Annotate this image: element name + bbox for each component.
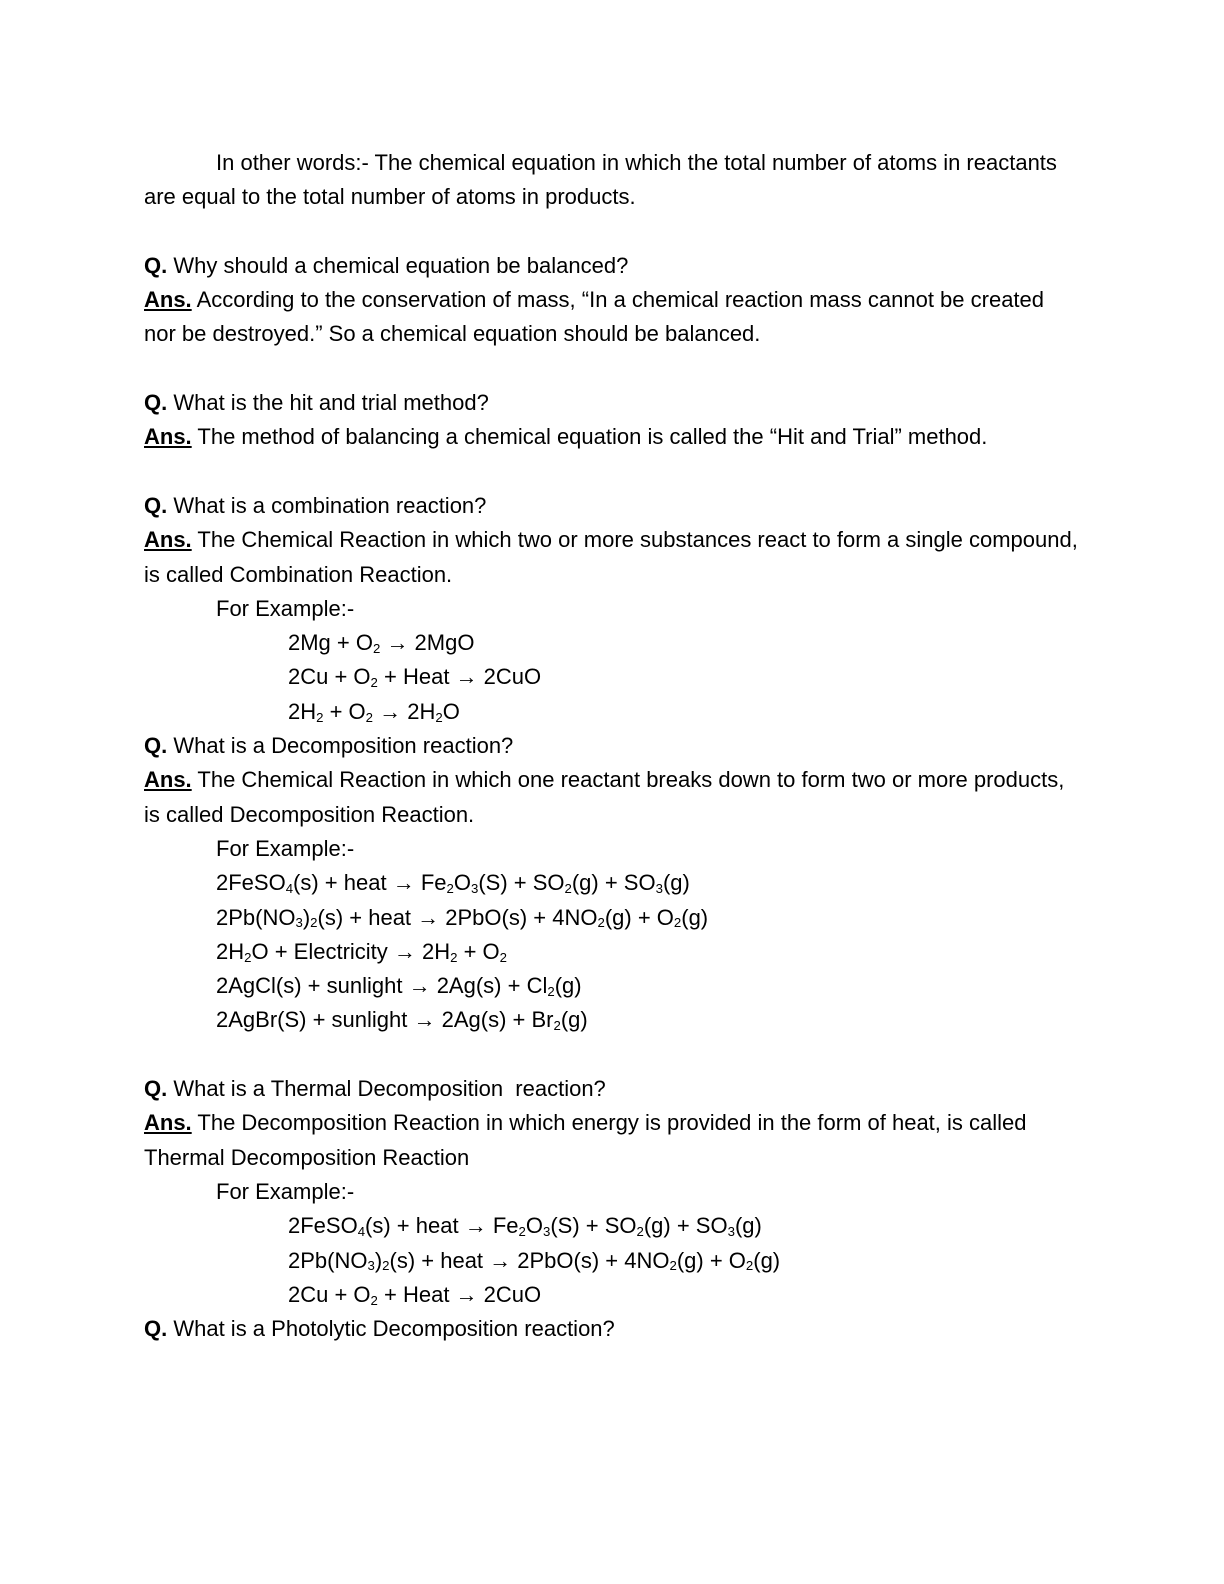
answer-decomposition: Ans. The Chemical Reaction in which one reactant breaks down to form two or more products, is called Decomposition Reaction. xyxy=(144,767,1071,827)
equation-thermal-3: $2Cu + O_2$ + Heat → 2CuO xyxy=(288,1281,542,1308)
question-decomposition: Q. What is a Decomposition reaction? xyxy=(144,733,514,759)
equation-decomposition-1: 2FeSO$_4$(s) + heat → $Fe_2O_3(S) + SO_2(g) + SO_3(g)$ xyxy=(216,870,690,897)
intro-paragraph: In other words:- The chemical equation in which the total number of atoms in reactants are equal to the total number of atoms in products. xyxy=(144,150,1064,210)
blank-line xyxy=(144,352,1080,386)
equation-thermal-2: $2Pb(NO_3)_2(s)$ + heat → $2PbO(s) + 4NO_2(g) + O_2(g)$ xyxy=(288,1247,781,1274)
for-example-label-decomposition: For Example:- xyxy=(216,835,355,861)
equation-decomposition-4: 2AgCl(s) + sunlight → $2Ag(s) + Cl_2(g)$ xyxy=(216,973,582,1000)
question-why-balanced: Q. Why should a chemical equation be balanced? xyxy=(144,252,629,278)
equation-decomposition-5: 2AgBr(S) + sunlight → $2Ag(s) + Br_2(g)$ xyxy=(216,1007,588,1034)
answer-hit-and-trial: Ans. The method of balancing a chemical equation is called the “Hit and Trial” method. xyxy=(144,424,988,450)
equation-thermal-1: 2FeSO$_4$(s) + heat → $Fe_2O_3(S) + SO_2(g) + SO_3(g)$ xyxy=(288,1213,762,1240)
for-example-label-combination: For Example:- xyxy=(216,595,355,621)
answer-combination: Ans. The Chemical Reaction in which two or more substances react to form a single compound, is called Combination Reaction. xyxy=(144,527,1084,587)
blank-line xyxy=(144,455,1080,489)
question-photolytic-decomposition: Q. What is a Photolytic Decomposition reaction? xyxy=(144,1316,615,1342)
equation-decomposition-2: $2Pb(NO_3)_2(s)$ + heat → $2PbO(s) + 4NO_2(g) + O_2(g)$ xyxy=(216,904,709,931)
answer-thermal-decomposition: Ans. The Decomposition Reaction in which energy is provided in the form of heat, is called Thermal Decomposition Reaction xyxy=(144,1110,1033,1170)
question-combination: Q. What is a combination reaction? xyxy=(144,492,487,518)
equation-combination-3: $2H_2 + O_2 \to 2H_2O$ xyxy=(288,698,460,725)
equation-combination-1: $2Mg + O_2 \to 2MgO$ xyxy=(288,630,475,657)
equation-decomposition-3: $2H_2O$ + Electricity → $2H_2 + O_2$ xyxy=(216,938,507,965)
document-content xyxy=(144,146,1084,1346)
blank-line xyxy=(144,1038,1080,1072)
equation-combination-2: $2Cu + O_2$ + Heat → 2CuO xyxy=(288,664,542,691)
question-thermal-decomposition: Q. What is a Thermal Decomposition reaction? xyxy=(144,1076,606,1102)
blank-line xyxy=(144,215,1080,249)
for-example-label-thermal: For Example:- xyxy=(216,1178,355,1204)
question-hit-and-trial: Q. What is the hit and trial method? xyxy=(144,390,489,416)
answer-why-balanced: Ans. According to the conservation of mass, “In a chemical reaction mass cannot be created nor be destroyed.” So a chemical equation should be balanced. xyxy=(144,287,1051,347)
